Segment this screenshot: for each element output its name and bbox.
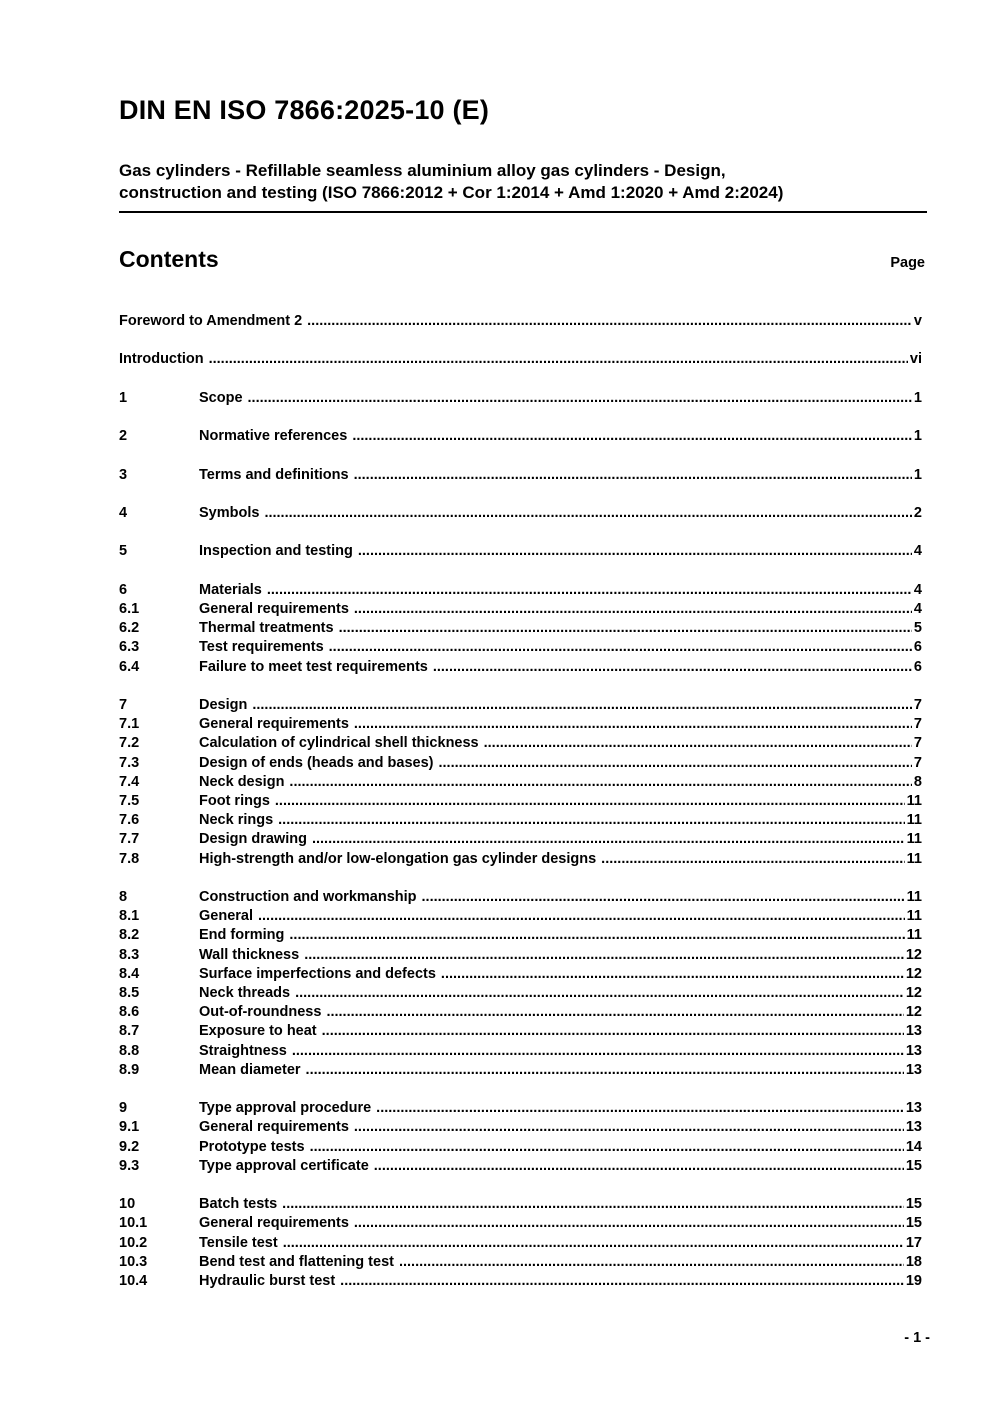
toc-entry-number: 7.8	[119, 850, 140, 867]
toc-entry	[119, 350, 922, 369]
toc-leader-dots	[304, 946, 904, 965]
toc-entry-number: 6	[119, 581, 128, 598]
toc-entry-page: v	[913, 313, 922, 329]
toc-entry	[119, 1214, 922, 1233]
toc-entry-page: 11	[906, 850, 922, 867]
toc-group	[119, 542, 922, 561]
toc-entry-number: 7.6	[119, 812, 140, 829]
toc-entry	[119, 965, 922, 984]
toc-entry-page: 11	[906, 888, 922, 905]
document-subtitle-line-1: Gas cylinders - Refillable seamless aluminium alloy gas cylinders - Design,	[119, 161, 726, 180]
page-number-footer: - 1 -	[904, 1330, 930, 1346]
toc-entry-number: 8.3	[119, 946, 140, 963]
toc-entry-page: vi	[909, 351, 922, 368]
toc-entry	[119, 600, 922, 619]
toc-entry-page: 13	[905, 1100, 922, 1117]
toc-entry-title: General requirements	[199, 716, 349, 733]
toc-entry-number: 10.1	[119, 1215, 148, 1232]
toc-entry	[119, 1022, 922, 1041]
toc-entry-page: 6	[913, 639, 922, 656]
toc-entry	[119, 811, 922, 830]
toc-entry	[119, 830, 922, 849]
toc-entry-title: Exposure to heat	[199, 1023, 317, 1040]
toc-entry-number: 8.4	[119, 965, 140, 982]
toc-entry	[119, 754, 922, 773]
toc-entry-number: 9.2	[119, 1138, 140, 1155]
toc-group	[119, 1099, 922, 1176]
toc-leader-dots	[295, 984, 904, 1003]
toc-entry-title: Design of ends (heads and bases)	[199, 754, 434, 771]
toc-entry-title: Inspection and testing	[199, 543, 353, 560]
toc-entry-title: Prototype tests	[199, 1138, 305, 1155]
toc-entry	[119, 658, 922, 677]
toc-entry	[119, 850, 922, 869]
toc-entry	[119, 907, 922, 926]
toc-entry-number: 4	[119, 504, 128, 521]
toc-entry-page: 7	[913, 754, 922, 771]
toc-entry-page: 1	[913, 389, 922, 406]
toc-group	[119, 427, 922, 446]
toc-group	[119, 581, 922, 677]
toc-group	[119, 696, 922, 869]
toc-leader-dots	[306, 1061, 904, 1080]
toc-entry-page: 11	[906, 792, 922, 809]
toc-entry-title: Foot rings	[199, 792, 270, 809]
toc-entry	[119, 1157, 922, 1176]
toc-entry-number: 6.3	[119, 639, 140, 656]
toc-entry-title: Neck threads	[199, 984, 291, 1001]
toc-entry	[119, 619, 922, 638]
toc-entry-title: General requirements	[199, 1119, 349, 1136]
toc-leader-dots	[282, 1195, 904, 1214]
contents-header	[119, 246, 925, 273]
toc-leader-dots	[329, 638, 912, 657]
toc-leader-dots	[358, 542, 912, 561]
toc-entry-number: 7	[119, 696, 128, 713]
toc-entry-number: 8.2	[119, 927, 140, 944]
toc-entry-number: 8.5	[119, 984, 140, 1001]
toc-leader-dots	[340, 1272, 904, 1291]
toc-entry-number: 7.7	[119, 831, 140, 848]
toc-entry	[119, 773, 922, 792]
toc-entry-number: 6.2	[119, 620, 140, 637]
toc-entry-number: 7.2	[119, 735, 140, 752]
toc-entry-page: 1	[913, 466, 922, 483]
toc-entry-title: Type approval certificate	[199, 1157, 369, 1174]
toc-entry-title: High-strength and/or low-elongation gas cylinder designs	[199, 850, 597, 867]
toc-group	[119, 350, 922, 369]
toc-entry-page: 7	[913, 735, 922, 752]
toc-entry-number: 8.7	[119, 1023, 140, 1040]
toc-entry-number: 8.8	[119, 1042, 140, 1059]
table-of-contents	[119, 312, 922, 1310]
toc-entry	[119, 312, 922, 331]
toc-entry	[119, 427, 922, 446]
toc-entry	[119, 926, 922, 945]
toc-entry	[119, 715, 922, 734]
toc-entry-title: Neck rings	[199, 812, 274, 829]
toc-entry	[119, 504, 922, 523]
toc-entry-number: 7.3	[119, 754, 140, 771]
toc-entry-title: General	[199, 908, 253, 925]
toc-leader-dots	[354, 1214, 904, 1233]
toc-entry	[119, 466, 922, 485]
toc-leader-dots	[326, 1003, 903, 1022]
contents-heading: Contents	[119, 246, 219, 272]
toc-entry-title: Out-of-roundness	[199, 1004, 322, 1021]
toc-leader-dots	[354, 715, 912, 734]
toc-entry-title: Introduction	[119, 351, 204, 368]
toc-entry-page: 19	[905, 1272, 922, 1289]
toc-group	[119, 504, 922, 523]
toc-entry	[119, 888, 922, 907]
toc-leader-dots	[307, 312, 912, 331]
toc-entry	[119, 792, 922, 811]
toc-entry-title: Type approval procedure	[199, 1100, 372, 1117]
toc-entry-page: 4	[913, 600, 922, 617]
toc-entry-number: 10	[119, 1196, 136, 1213]
toc-entry-number: 1	[119, 389, 128, 406]
toc-entry-title: Design	[199, 696, 248, 713]
toc-entry-number: 2	[119, 428, 128, 445]
toc-entry-title: Terms and definitions	[199, 466, 349, 483]
toc-entry-page: 12	[905, 965, 922, 982]
toc-entry	[119, 542, 922, 561]
toc-leader-dots	[399, 1253, 904, 1272]
toc-entry-title: Tensile test	[199, 1234, 278, 1251]
toc-leader-dots	[339, 619, 912, 638]
toc-leader-dots	[484, 734, 912, 753]
toc-leader-dots	[601, 850, 904, 869]
toc-entry-page: 6	[913, 658, 922, 675]
toc-leader-dots	[289, 773, 912, 792]
toc-leader-dots	[354, 466, 912, 485]
toc-leader-dots	[376, 1099, 904, 1118]
toc-entry-page: 2	[913, 504, 922, 521]
toc-entry-title: Calculation of cylindrical shell thickness	[199, 735, 479, 752]
toc-entry	[119, 1138, 922, 1157]
toc-entry-title: Scope	[199, 389, 243, 406]
toc-leader-dots	[354, 1118, 904, 1137]
toc-group	[119, 312, 922, 331]
toc-entry-page: 11	[906, 908, 922, 925]
toc-entry	[119, 1099, 922, 1118]
toc-entry-number: 10.2	[119, 1234, 148, 1251]
toc-entry-page: 14	[905, 1138, 922, 1155]
toc-entry-number: 10.3	[119, 1253, 148, 1270]
toc-entry	[119, 1003, 922, 1022]
toc-entry-number: 6.1	[119, 600, 140, 617]
toc-group	[119, 466, 922, 485]
toc-leader-dots	[322, 1022, 904, 1041]
toc-entry-title: Design drawing	[199, 831, 307, 848]
toc-entry-number: 9.3	[119, 1157, 140, 1174]
toc-entry	[119, 1195, 922, 1214]
toc-leader-dots	[433, 658, 912, 677]
toc-entry	[119, 1272, 922, 1291]
toc-entry-number: 10.4	[119, 1272, 148, 1289]
toc-group	[119, 389, 922, 408]
toc-entry	[119, 638, 922, 657]
toc-entry-number: 5	[119, 543, 128, 560]
toc-entry-number: 8.6	[119, 1004, 140, 1021]
toc-leader-dots	[275, 792, 905, 811]
toc-entry-title: Surface imperfections and defects	[199, 965, 436, 982]
toc-entry	[119, 734, 922, 753]
document-subtitle	[119, 160, 927, 213]
toc-entry-title: General requirements	[199, 600, 349, 617]
toc-entry-page: 15	[905, 1215, 922, 1232]
toc-entry-page: 13	[905, 1042, 922, 1059]
toc-entry-title: Failure to meet test requirements	[199, 658, 428, 675]
toc-leader-dots	[292, 1042, 904, 1061]
toc-leader-dots	[310, 1138, 904, 1157]
toc-entry-number: 6.4	[119, 658, 140, 675]
toc-leader-dots	[267, 581, 912, 600]
toc-entry-page: 18	[905, 1253, 922, 1270]
toc-entry	[119, 1234, 922, 1253]
toc-entry-page: 15	[905, 1196, 922, 1213]
toc-leader-dots	[278, 811, 905, 830]
toc-entry-page: 11	[906, 812, 922, 829]
toc-entry-page: 11	[906, 831, 922, 848]
toc-entry	[119, 1061, 922, 1080]
toc-entry	[119, 389, 922, 408]
toc-entry	[119, 1042, 922, 1061]
toc-entry-title: Foreword to Amendment 2	[119, 313, 303, 329]
toc-leader-dots	[283, 1234, 904, 1253]
toc-entry-title: Mean diameter	[199, 1061, 301, 1078]
toc-leader-dots	[258, 907, 905, 926]
toc-entry-page: 12	[905, 946, 922, 963]
toc-leader-dots	[252, 696, 912, 715]
toc-leader-dots	[438, 754, 911, 773]
toc-entry-number: 3	[119, 466, 128, 483]
toc-entry	[119, 696, 922, 715]
toc-entry	[119, 1118, 922, 1137]
toc-entry	[119, 581, 922, 600]
toc-entry-title: Wall thickness	[199, 946, 300, 963]
toc-leader-dots	[209, 350, 908, 369]
toc-entry	[119, 946, 922, 965]
document-subtitle-line-2: construction and testing (ISO 7866:2012 + Cor 1:2014 + Amd 1:2020 + Amd 2:2024)	[119, 183, 784, 202]
toc-entry-title: Neck design	[199, 773, 285, 790]
toc-leader-dots	[374, 1157, 904, 1176]
toc-entry-number: 7.1	[119, 716, 140, 733]
toc-entry-number: 8.9	[119, 1061, 140, 1078]
toc-entry-page: 17	[905, 1234, 922, 1251]
toc-entry-page: 8	[913, 773, 922, 790]
toc-entry-number: 9	[119, 1100, 128, 1117]
toc-entry-page: 5	[913, 620, 922, 637]
page-column-label: Page	[890, 255, 925, 271]
toc-entry-title: Symbols	[199, 504, 260, 521]
toc-entry-page: 4	[913, 543, 922, 560]
toc-leader-dots	[312, 830, 905, 849]
toc-leader-dots	[289, 926, 904, 945]
toc-leader-dots	[352, 427, 912, 446]
toc-leader-dots	[441, 965, 904, 984]
toc-entry-title: Thermal treatments	[199, 620, 334, 637]
toc-entry-page: 15	[905, 1157, 922, 1174]
toc-group	[119, 1195, 922, 1291]
toc-entry-page: 11	[906, 927, 922, 944]
toc-entry-title: Construction and workmanship	[199, 888, 417, 905]
toc-entry-page: 12	[905, 1004, 922, 1021]
toc-group	[119, 888, 922, 1080]
toc-entry	[119, 984, 922, 1003]
toc-entry-page: 1	[913, 428, 922, 445]
toc-entry-number: 7.4	[119, 773, 140, 790]
toc-entry-title: Batch tests	[199, 1196, 278, 1213]
toc-entry-title: Straightness	[199, 1042, 287, 1059]
toc-entry-title: End forming	[199, 927, 285, 944]
toc-entry	[119, 1253, 922, 1272]
toc-leader-dots	[264, 504, 911, 523]
toc-entry-number: 8	[119, 888, 128, 905]
toc-entry-title: Hydraulic burst test	[199, 1272, 336, 1289]
toc-entry-title: General requirements	[199, 1215, 349, 1232]
toc-entry-page: 7	[913, 696, 922, 713]
document-title: DIN EN ISO 7866:2025-10 (E)	[119, 95, 490, 125]
toc-entry-title: Materials	[199, 581, 262, 598]
toc-entry-page: 13	[905, 1061, 922, 1078]
toc-entry-number: 9.1	[119, 1119, 140, 1136]
toc-entry-number: 8.1	[119, 908, 140, 925]
toc-leader-dots	[248, 389, 912, 408]
toc-entry-title: Test requirements	[199, 639, 324, 656]
toc-leader-dots	[354, 600, 912, 619]
toc-entry-page: 13	[905, 1119, 922, 1136]
toc-entry-number: 7.5	[119, 792, 140, 809]
toc-entry-title: Bend test and flattening test	[199, 1253, 394, 1270]
toc-entry-page: 4	[913, 581, 922, 598]
toc-entry-page: 7	[913, 716, 922, 733]
toc-entry-title: Normative references	[199, 428, 348, 445]
toc-entry-page: 13	[905, 1023, 922, 1040]
toc-entry-page: 12	[905, 984, 922, 1001]
toc-leader-dots	[422, 888, 905, 907]
